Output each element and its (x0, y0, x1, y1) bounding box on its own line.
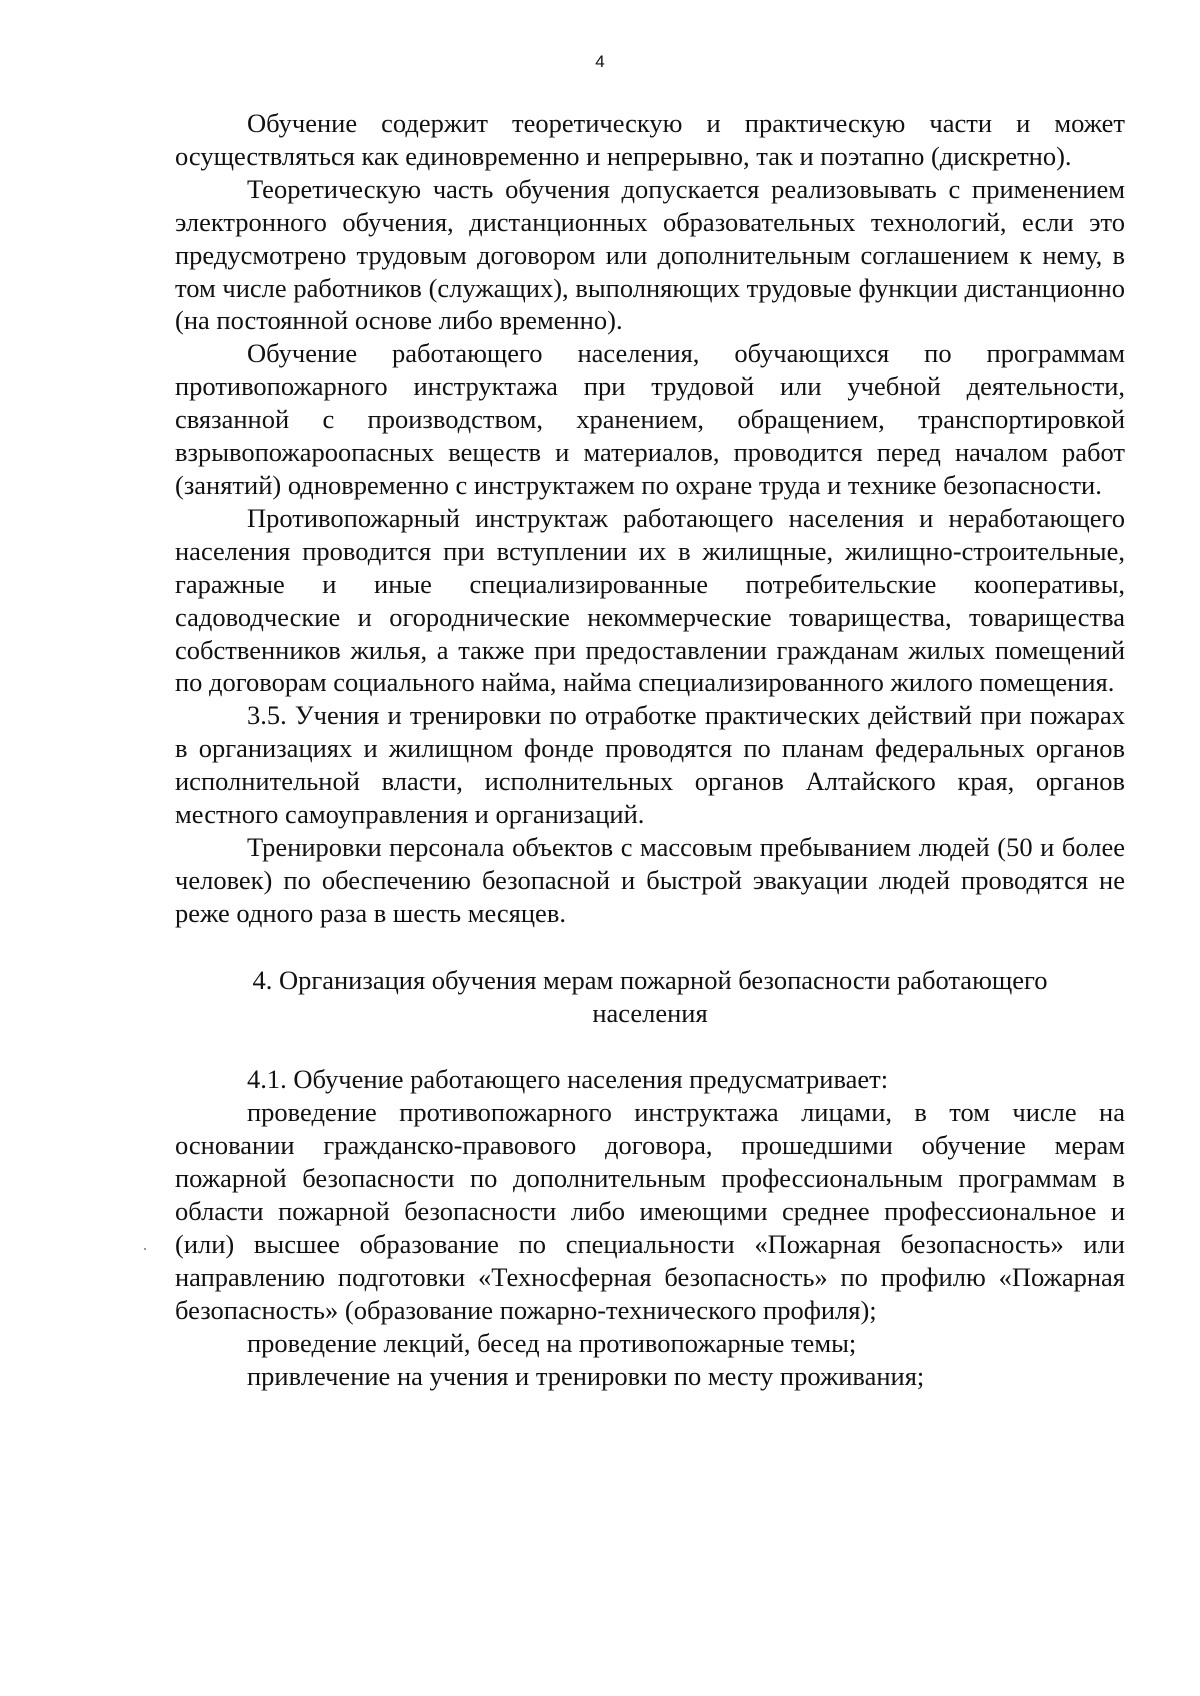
section-heading (175, 964, 1125, 1030)
document-body (175, 107, 1125, 1393)
list-item-instruction: проведение противопожарного инструктажа лицами, в том числе на основании гражданско-правового договора, прошедшими обучение мерам пожарной безопасности по дополнительным профессиональным программам в области пожарной безопасности либо имеющими среднее профессиональное и (или) высшее образование по специальности «Пожарная безопасность» или направлению подготовки «Техносферная безопасность» по профилю «Пожарная безопасность» (образование пожарно-технического профиля); (175, 1097, 1125, 1325)
section-heading-line2: населения (592, 997, 708, 1028)
paragraph-cooperatives-instruction: Противопожарный инструктаж работающего населения и неработающего населения проводится при вступлении их в жилищные, жилищно-строительные, гаражные и иные специализированные потребительские кооперативы, садоводческие и огороднические некоммерческие товарищества, товарищества собственников жилья, а также при предоставлении гражданам жилых помещений по договорам социального найма, найма специализированного жилого помещения. (175, 502, 1125, 698)
page-number: 4 (595, 52, 605, 71)
paragraph-evacuation-drills: Тренировки персонала объектов с массовым пребыванием людей (50 и более человек) по обеспечению безопасной и быстрой эвакуации людей проводятся не реже одного раза в шесть месяцев. (175, 831, 1125, 928)
paragraph-clause-3-5: 3.5. Учения и тренировки по отработке практических действий при пожарах в организациях и жилищном фонде проводятся по планам федеральных органов исполнительной власти, исполнительных органов Алтайского края, органов местного самоуправления и организаций. (175, 700, 1125, 830)
list-item-lectures: проведение лекций, бесед на противопожарные темы; (247, 1327, 857, 1358)
paragraph-theory-elearning: Теоретическую часть обучения допускается реализовывать с применением электронного обучения, дистанционных образовательных технологий, если это предусмотрено трудовым договором или дополнительным соглашением к нему, в том числе работников (служащих), выполняющих трудовые функции дистанционно (на постоянной основе либо временно). (175, 173, 1125, 336)
scan-speck (144, 1248, 146, 1250)
paragraph-clause-4-1: 4.1. Обучение работающего населения предусматривает: (247, 1064, 889, 1095)
paragraph-training-parts: Обучение содержит теоретическую и практическую части и может осуществляться как единовременно и непрерывно, так и поэтапно (дискретно). (175, 108, 1125, 171)
paragraph-hazardous-materials: Обучение работающего населения, обучающихся по программам противопожарного инструктажа при трудовой или учебной деятельности, связанной с производством, хранением, обращением, транспортировкой взрывопожароопасных веществ и материалов, проводится перед началом работ (занятий) одновременно с инструктажем по охране труда и технике безопасности. (175, 338, 1125, 500)
section-heading-line1: 4. Организация обучения мерам пожарной безопасности работающего (252, 964, 1048, 995)
list-item-drills: привлечение на учения и тренировки по месту проживания; (247, 1360, 925, 1391)
